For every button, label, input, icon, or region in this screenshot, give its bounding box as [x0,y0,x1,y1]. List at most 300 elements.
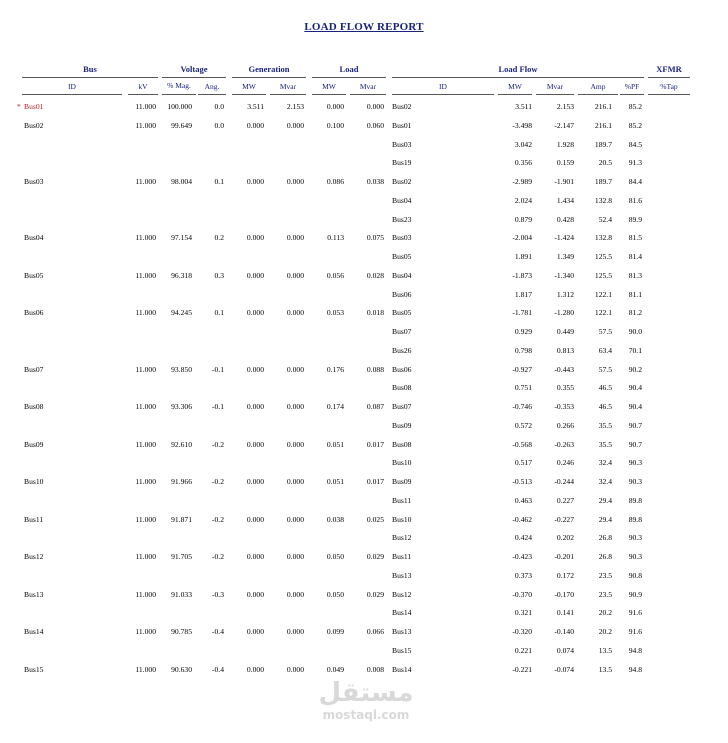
rule-load [312,77,386,78]
subrule-ang [198,94,226,95]
bus-vmag: 93.850 [171,364,192,374]
bus-load-mw: 0.056 [326,270,344,280]
flow-mw: -1.873 [512,270,532,280]
flow-pf: 90.8 [628,570,642,580]
flow-to-bus-id: Bus08 [392,439,412,449]
bus-ang: 0.1 [214,177,224,186]
flow-mvar: -0.201 [554,552,574,561]
bus-vmag: 100.000 [167,102,192,111]
flow-mw: 0.798 [514,345,532,355]
flow-to-bus-id: Bus06 [392,289,412,299]
bus-vmag: 99.649 [171,120,192,130]
flow-to-bus-id: Bus09 [392,420,412,430]
bus-gen-mw: 0.000 [246,627,264,636]
flow-pf: 91.3 [628,158,642,168]
bus-gen-mvar: 0.000 [286,664,304,674]
bus-load-mw: 0.050 [326,589,344,599]
bus-kv: 11.000 [135,514,156,524]
bus-load-mw: 0.053 [326,308,344,318]
subrule-vmag [162,94,196,95]
flow-amp: 13.5 [598,645,612,655]
bus-load-mvar: 0.029 [366,552,384,561]
bus-ang: 0.3 [214,270,224,280]
bus-load-mw: 0.051 [326,439,344,449]
flow-mvar: 0.266 [556,420,574,430]
bus-gen-mw: 3.511 [247,102,264,111]
flow-pf: 90.9 [628,589,642,599]
flow-mvar: 0.246 [556,458,574,468]
bus-gen-mvar: 0.000 [286,439,304,449]
flow-mvar: -0.244 [554,477,574,486]
flow-pf: 90.3 [628,552,642,561]
flow-mvar: 0.074 [556,645,574,655]
col-gen-mvar: Mvar [279,82,297,91]
flow-amp: 13.5 [598,664,612,674]
bus-vmag: 91.966 [171,477,192,486]
bus-id: Bus04 [24,233,44,243]
bus-gen-mw: 0.000 [246,308,264,318]
flow-pf: 81.3 [628,270,642,280]
flow-mw: 0.221 [514,645,532,655]
flow-mw: -0.370 [512,589,532,599]
flow-pf: 90.0 [628,327,642,336]
flow-mw: -0.927 [512,364,532,374]
bus-vmag: 92.610 [171,439,192,449]
bus-load-mw: 0.051 [326,477,344,486]
flow-mvar: -0.443 [554,364,574,374]
bus-ang: 0.0 [214,102,224,111]
bus-id: Bus11 [24,514,44,524]
flow-pf: 90.3 [628,533,642,543]
bus-ang: 0.1 [214,308,224,318]
bus-load-mvar: 0.018 [366,308,384,318]
bus-id: Bus01 [24,102,44,111]
col-vmag: % Mag. [167,81,191,90]
col-lf-id: ID [439,82,447,91]
bus-vmag: 98.004 [171,177,192,186]
flow-mw: 0.517 [514,458,532,468]
flow-to-bus-id: Bus26 [392,345,412,355]
group-load: Load [339,64,359,74]
flow-pf: 89.8 [628,514,642,524]
flow-mvar: -2.147 [554,120,574,130]
flow-mw: 0.321 [514,608,532,618]
bus-vmag: 96.318 [171,270,192,280]
flow-to-bus-id: Bus04 [392,270,412,280]
flow-mvar: 1.312 [556,289,574,299]
bus-vmag: 97.154 [171,233,192,243]
bus-kv: 11.000 [135,439,156,449]
flow-to-bus-id: Bus19 [392,158,412,168]
col-kv: kV [138,82,148,91]
flow-mvar: 2.153 [556,102,574,111]
flow-pf: 90.2 [628,364,642,374]
group-bus: Bus [83,64,97,74]
flow-to-bus-id: Bus13 [392,627,412,636]
bus-id: Bus09 [24,439,44,449]
bus-kv: 11.000 [135,552,156,561]
flow-mw: -0.513 [512,477,532,486]
bus-load-mvar: 0.088 [366,364,384,374]
bus-ang: -0.4 [211,627,224,636]
flow-to-bus-id: Bus03 [392,233,412,243]
flow-to-bus-id: Bus14 [392,608,412,618]
flow-to-bus-id: Bus10 [392,514,412,524]
flow-amp: 20.2 [598,608,612,618]
flow-to-bus-id: Bus11 [392,552,412,561]
flow-to-bus-id: Bus02 [392,177,412,186]
flow-mvar: 0.227 [556,495,574,505]
flow-mvar: 0.159 [556,158,574,168]
flow-mvar: -0.227 [554,514,574,524]
flow-amp: 132.8 [594,195,612,205]
bus-load-mvar: 0.060 [366,120,384,130]
flow-mw: -0.320 [512,627,532,636]
flow-pf: 90.7 [628,439,642,449]
col-lf-mvar: Mvar [546,82,564,91]
flow-mvar: -1.901 [554,177,574,186]
bus-vmag: 91.871 [171,514,192,524]
flow-to-bus-id: Bus14 [392,664,412,674]
bus-gen-mw: 0.000 [246,233,264,243]
bus-id: Bus15 [24,664,44,674]
flow-amp: 216.1 [594,102,612,111]
bus-kv: 11.000 [135,233,156,243]
flow-pf: 94.8 [628,645,642,655]
group-load-flow: Load Flow [498,64,538,74]
flow-amp: 122.1 [594,308,612,318]
flow-amp: 20.5 [598,158,612,168]
col-gen-mw: MW [242,82,256,91]
bus-load-mw: 0.000 [326,102,344,111]
flow-mvar: -1.280 [554,308,574,318]
bus-load-mw: 0.174 [326,402,344,411]
rule-load-flow [392,77,644,78]
flow-pf: 81.4 [628,252,642,261]
flow-amp: 26.8 [598,552,612,561]
flow-pf: 90.3 [628,477,642,486]
bus-gen-mw: 0.000 [246,270,264,280]
flow-amp: 26.8 [598,533,612,543]
bus-gen-mw: 0.000 [246,439,264,449]
flow-to-bus-id: Bus03 [392,139,412,149]
bus-gen-mvar: 0.000 [286,477,304,486]
flow-to-bus-id: Bus13 [392,570,412,580]
subrule-kv [128,94,158,95]
bus-ang: -0.2 [211,552,224,561]
flow-to-bus-id: Bus12 [392,589,412,599]
flow-pf: 91.6 [628,608,642,618]
bus-kv: 11.000 [135,102,156,111]
bus-gen-mw: 0.000 [246,364,264,374]
bus-load-mvar: 0.008 [366,664,384,674]
subrule-lf-mw [498,94,532,95]
bus-load-mvar: 0.066 [366,627,384,636]
bus-kv: 11.000 [135,308,156,318]
flow-to-bus-id: Bus05 [392,308,412,318]
flow-mvar: 0.428 [556,214,574,224]
col-load-mvar: Mvar [359,82,377,91]
col-load-mw: MW [322,82,336,91]
flow-mvar: -0.074 [554,664,574,674]
bus-gen-mvar: 0.000 [286,308,304,318]
flow-mvar: -0.353 [554,402,574,411]
bus-kv: 11.000 [135,477,156,486]
flow-pf: 84.5 [628,139,642,149]
flow-to-bus-id: Bus09 [392,477,412,486]
bus-load-mvar: 0.017 [366,439,384,449]
col-bus-id: ID [68,82,76,91]
col-lf-mw: MW [508,82,522,91]
flow-to-bus-id: Bus02 [392,102,412,111]
bus-load-mvar: 0.028 [366,270,384,280]
rule-xfmr [648,77,690,78]
rule-bus [22,77,158,78]
bus-gen-mvar: 2.153 [286,102,304,111]
bus-vmag: 94.245 [171,308,192,318]
bus-gen-mvar: 0.000 [286,177,304,186]
flow-pf: 94.8 [628,664,642,674]
flow-mvar: 0.355 [556,383,574,393]
flow-amp: 63.4 [598,345,612,355]
bus-kv: 11.000 [135,177,156,186]
flow-mw: 0.572 [514,420,532,430]
bus-gen-mw: 0.000 [246,402,264,411]
flow-pf: 90.4 [628,402,642,411]
bus-gen-mvar: 0.000 [286,233,304,243]
bus-id: Bus14 [24,627,44,636]
flow-amp: 32.4 [598,477,612,486]
bus-gen-mvar: 0.000 [286,270,304,280]
bus-id: Bus10 [24,477,44,486]
subrule-xfmr-tap [648,94,690,95]
flow-amp: 189.7 [594,139,612,149]
flow-pf: 91.6 [628,627,642,636]
flow-to-bus-id: Bus08 [392,383,412,393]
flow-amp: 32.4 [598,458,612,468]
bus-kv: 11.000 [135,664,156,674]
flow-amp: 29.4 [598,495,612,505]
bus-id: Bus05 [24,270,44,280]
flow-mw: -0.746 [512,402,532,411]
bus-gen-mw: 0.000 [246,664,264,674]
flow-mw: 0.424 [514,533,532,543]
col-xfmr-tap: %Tap [660,82,678,91]
flow-to-bus-id: Bus07 [392,327,412,336]
flow-mw: 1.817 [514,289,532,299]
bus-ang: -0.2 [211,439,224,449]
flow-amp: 23.5 [598,570,612,580]
bus-gen-mw: 0.000 [246,514,264,524]
col-ang: Ang. [204,82,220,91]
flow-amp: 20.2 [598,627,612,636]
flow-pf: 90.4 [628,383,642,393]
flow-amp: 57.5 [598,364,612,374]
bus-vmag: 90.630 [171,664,192,674]
flow-mvar: -1.424 [554,233,574,243]
mostaql-watermark [318,678,414,726]
bus-ang: 0.0 [214,120,224,130]
flow-pf: 84.4 [628,177,642,186]
flow-mw: 0.929 [514,327,532,336]
group-generation: Generation [248,64,290,74]
swing-bus-marker: * [17,102,21,111]
bus-gen-mvar: 0.000 [286,627,304,636]
bus-gen-mw: 0.000 [246,177,264,186]
bus-ang: -0.3 [211,589,224,599]
flow-mw: 0.463 [514,495,532,505]
bus-gen-mw: 0.000 [246,552,264,561]
flow-amp: 57.5 [598,327,612,336]
bus-vmag: 90.785 [171,627,192,636]
bus-gen-mvar: 0.000 [286,514,304,524]
bus-ang: 0.2 [214,233,224,243]
subrule-lf-pf [620,94,644,95]
bus-gen-mvar: 0.000 [286,120,304,130]
bus-gen-mw: 0.000 [246,589,264,599]
rule-voltage [162,77,226,78]
flow-mw: -0.568 [512,439,532,449]
flow-mw: -0.462 [512,514,532,524]
flow-amp: 125.5 [594,252,612,261]
flow-pf: 81.6 [628,195,642,205]
subrule-lf-id [392,94,494,95]
flow-amp: 35.5 [598,439,612,449]
flow-to-bus-id: Bus11 [392,495,412,505]
flow-pf: 85.2 [628,102,642,111]
bus-ang: -0.4 [211,664,224,674]
flow-mvar: -0.170 [554,589,574,599]
bus-ang: -0.1 [211,402,224,411]
bus-kv: 11.000 [135,120,156,130]
bus-load-mvar: 0.038 [366,177,384,186]
flow-amp: 216.1 [594,120,612,130]
bus-id: Bus03 [24,177,44,186]
flow-amp: 189.7 [594,177,612,186]
flow-to-bus-id: Bus12 [392,533,412,543]
flow-to-bus-id: Bus01 [392,120,412,130]
bus-vmag: 93.306 [171,402,192,411]
bus-id: Bus13 [24,589,44,599]
flow-mvar: 0.202 [556,533,574,543]
flow-to-bus-id: Bus04 [392,195,412,205]
bus-load-mw: 0.113 [327,233,344,243]
flow-pf: 89.9 [628,214,642,224]
flow-mw: 2.024 [514,195,532,205]
flow-amp: 35.5 [598,420,612,430]
flow-mw: 0.751 [514,383,532,393]
subrule-bus-id [22,94,122,95]
bus-kv: 11.000 [135,402,156,411]
flow-mw: 0.356 [514,158,532,168]
flow-mvar: 0.449 [556,327,574,336]
bus-load-mvar: 0.025 [366,514,384,524]
watermark-arabic: مستقل [318,678,414,708]
flow-amp: 23.5 [598,589,612,599]
bus-id: Bus02 [24,120,44,130]
bus-vmag: 91.033 [171,589,192,599]
col-lf-amp: Amp [590,82,606,91]
bus-kv: 11.000 [135,364,156,374]
flow-amp: 122.1 [594,289,612,299]
bus-ang: -0.1 [211,364,224,374]
flow-mw: 3.511 [515,102,532,111]
flow-amp: 52.4 [598,214,612,224]
bus-ang: -0.2 [211,514,224,524]
flow-mw: 3.042 [514,139,532,149]
flow-pf: 89.8 [628,495,642,505]
bus-kv: 11.000 [135,270,156,280]
flow-mw: -0.423 [512,552,532,561]
flow-pf: 81.1 [628,289,642,299]
bus-load-mvar: 0.075 [366,233,384,243]
bus-load-mw: 0.176 [326,364,344,374]
flow-mvar: 0.813 [556,345,574,355]
bus-gen-mvar: 0.000 [286,364,304,374]
subrule-lf-mvar [536,94,574,95]
flow-pf: 70.1 [628,345,642,355]
flow-pf: 85.2 [628,120,642,130]
flow-amp: 46.5 [598,383,612,393]
flow-to-bus-id: Bus10 [392,458,412,468]
bus-load-mvar: 0.029 [366,589,384,599]
bus-load-mvar: 0.017 [366,477,384,486]
flow-to-bus-id: Bus06 [392,364,412,374]
flow-mvar: 0.141 [556,608,574,618]
bus-id: Bus08 [24,402,44,411]
bus-vmag: 91.705 [171,552,192,561]
flow-mw: 1.891 [514,252,532,261]
flow-amp: 29.4 [598,514,612,524]
flow-mvar: -0.140 [554,627,574,636]
flow-pf: 81.5 [628,233,642,243]
flow-mvar: -1.340 [554,270,574,280]
flow-mw: -0.221 [512,664,532,674]
group-voltage: Voltage [180,64,208,74]
bus-kv: 11.000 [135,627,156,636]
flow-pf: 90.3 [628,458,642,468]
bus-load-mw: 0.049 [326,664,344,674]
flow-pf: 90.7 [628,420,642,430]
flow-pf: 81.2 [628,308,642,318]
flow-to-bus-id: Bus07 [392,402,412,411]
flow-amp: 132.8 [594,233,612,243]
report-title: LOAD FLOW REPORT [304,21,424,33]
flow-amp: 125.5 [594,270,612,280]
subrule-lf-amp [578,94,618,95]
bus-load-mw: 0.038 [326,514,344,524]
col-lf-pf: %PF [624,82,640,91]
bus-id: Bus06 [24,308,44,318]
flow-to-bus-id: Bus05 [392,252,412,261]
bus-gen-mvar: 0.000 [286,589,304,599]
flow-to-bus-id: Bus23 [392,214,412,224]
flow-mw: 0.373 [514,570,532,580]
bus-id: Bus07 [24,364,44,374]
bus-gen-mvar: 0.000 [286,552,304,561]
watermark-latin: mostaql.com [322,708,410,722]
flow-mvar: -0.263 [554,439,574,449]
bus-load-mw: 0.099 [326,627,344,636]
flow-mvar: 1.434 [556,195,574,205]
flow-mw: -2.004 [512,233,532,243]
bus-gen-mw: 0.000 [246,120,264,130]
flow-amp: 46.5 [598,402,612,411]
bus-gen-mvar: 0.000 [286,402,304,411]
bus-load-mvar: 0.000 [366,102,384,111]
bus-load-mvar: 0.087 [366,402,384,411]
subrule-gen-mvar [270,94,306,95]
